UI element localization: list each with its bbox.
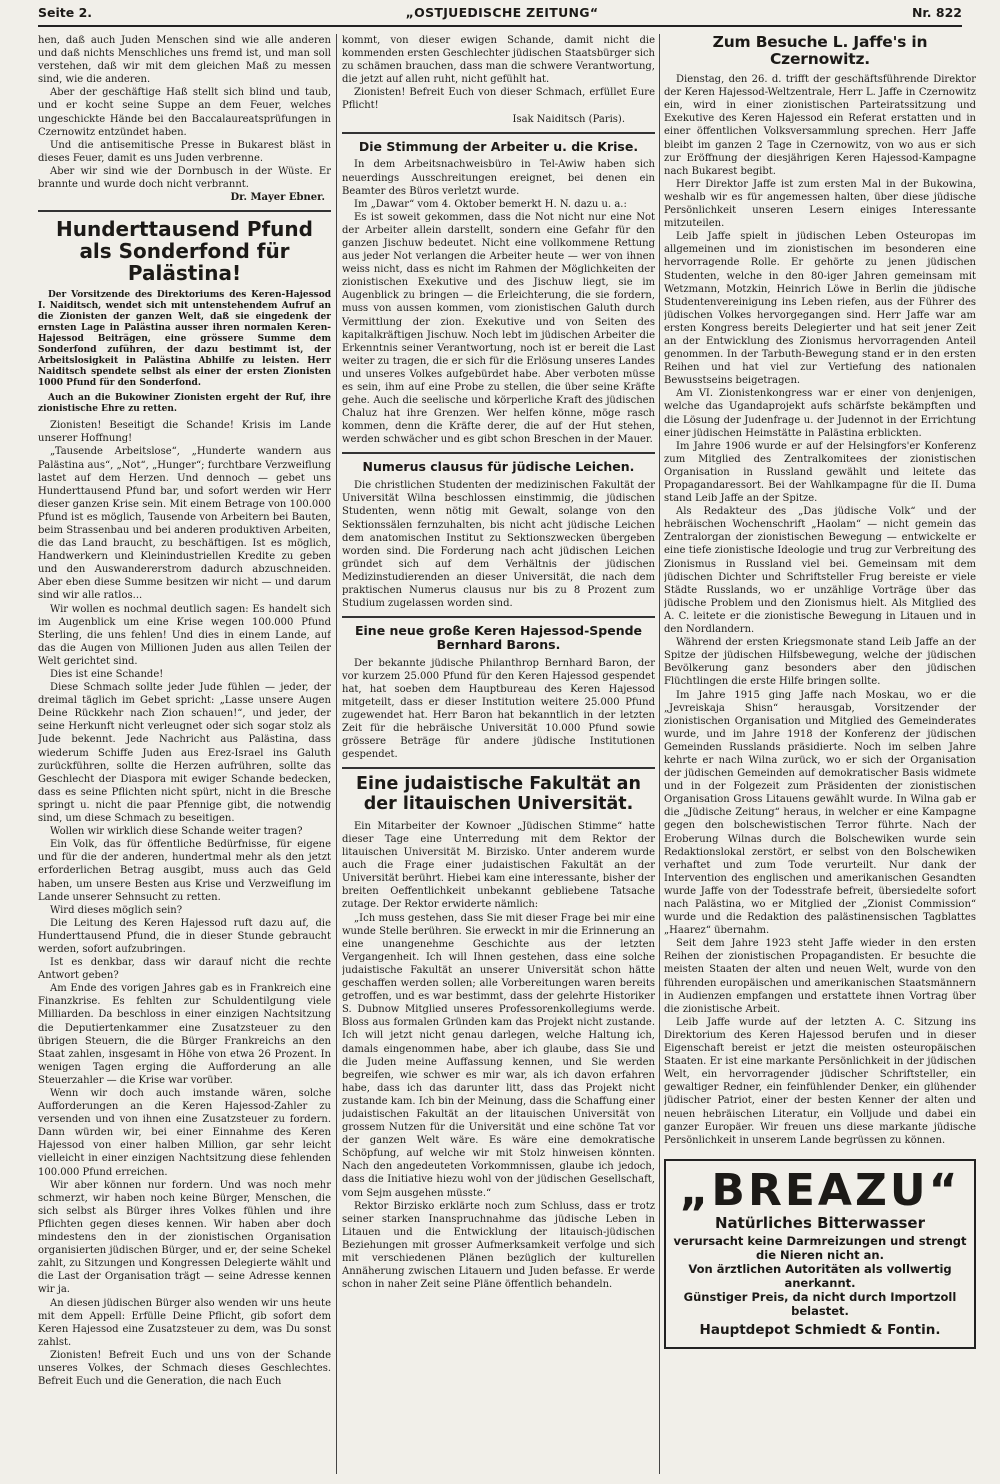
column-1 bbox=[38, 34, 331, 1474]
article-numerus-clausus bbox=[342, 460, 655, 610]
paragraph: Und die antisemitische Presse in Bukarest bläst in dieses Feuer, damit es uns Juden verbrenne. bbox=[38, 139, 331, 164]
article-separator bbox=[342, 132, 655, 134]
paragraph: Es ist soweit gekommen, dass die Not nicht nur eine Not der Arbeiter allein darstellt, sondern eine Gefahr für den ganzen Jischuw bedeutet. Nicht eine vollkommene Rettung aus jeder Not verlangen die Arbeiter heute — wer von ihnen weiss nicht, dass es nicht im Rahmen der Möglichkeiten der zionistischen Exekutive und des Jischuw liegt, sie im Augenblick zu bringen — die Erleichterung, die sie fordern, muss von aussen kommen, vom zionistischen Galuth durch Vermittlung der zion. Exekutive und von Seiten des kapitalkräftigen Jischuw. Noch lebt im jüdischen Arbeiter die Erkenntnis seiner Verantwortung, noch ist er bereit die Last weiter zu tragen, die er sich für die Erlösung unseres Landes und unseres Volkes aufgebürdet habe. Aber verboten müsse es sein, ihm auf eine Probe zu stellen, die über seine Kräfte gehe. Auch die seelische und körperliche Kraft des jüdischen Chaluz hat ihre Grenzen. Wer helfen könne, möge rasch kommen, denn die Kräfte derer, die auf der Hut stehen, werden schwächer und es gibt schon Breschen in der Mauer. bbox=[342, 211, 655, 446]
paragraph: Die christlichen Studenten der medizinischen Fakultät der Universität Wilna beschlossen einstimmig, die jüdischen Studenten, wenn nötig mit Gewalt, solange von den Sektionssälen fernzuhalten, bis nicht acht jüdische Leichen dem anatomischen Institut zu Sektionszwecken übergeben worden sind. Die Forderung nach acht jüdischen Leichen gründet sich auf dem Verhältnis der jüdischen Medizinstudierenden an dieser Universität, die nach dem praktischen Numerus clausus nur bis zu 8 Prozent zum Studium zugelassen worden sind. bbox=[342, 480, 655, 610]
paragraph: Am Ende des vorigen Jahres gab es in Frankreich eine Finanzkrise. Es fehlten zur Schuldentilgung viele Milliarden. Da beschloss in einer einzigen Nachtsitzung die Deputiertenkammer eine Zusatzsteuer zu den übrigen Steuern, die die Bürger Frankreichs an den Staat zahlen, insgesamt in Höhe von etwa 26 Prozent. In wenigen Tagen erging die Aufforderung an alle Steuerzahler — die Krise war vorüber. bbox=[38, 983, 331, 1086]
paragraph: Im Jahre 1906 wurde er auf der Helsingfors'er Konferenz zum Mitglied des Zentralkomitees der zionistischen Organisation in Russland gewählt und leitete das Propagandaressort. Bei der Wahlkampagne für die II. Duma stand Leib Jaffe an der Spitze. bbox=[664, 440, 976, 505]
column-divider bbox=[659, 34, 660, 1474]
column-divider bbox=[336, 34, 337, 1474]
paragraph: kommt, von dieser ewigen Schande, damit nicht die kommenden ersten Geschlechter jüdischen Staatsbürger sich zu schämen brauchen, dass man die schwere Verantwortung, die jetzt auf allen ruht, nicht gefühlt hat. bbox=[342, 35, 655, 86]
paragraph: Die Leitung des Keren Hajessod ruft dazu auf, die Hunderttausend Pfund, die in dieser Stunde gebraucht werden, sofort aufzubringen. bbox=[38, 917, 331, 955]
article-separator bbox=[38, 210, 331, 212]
author-signature: Isak Naiditsch (Paris). bbox=[512, 113, 625, 125]
naiditsch-appeal-continued bbox=[342, 34, 655, 126]
paragraph: Wollen wir wirklich diese Schande weiter tragen? bbox=[50, 826, 303, 838]
paragraph: Am VI. Zionistenkongress war er einer von denjenigen, welche das Ugandaprojekt aufs schärfste bekämpften und die Lösung der Judenfrage u. der Judennot in der Errichtung einer jüdischen Heimstätte in Palästina erblickten. bbox=[664, 388, 976, 439]
paragraph: Aber der geschäftige Haß stellt sich blind und taub, und er kocht seine Suppe an dem Feuer, welches ungeschickte Hände bei den Baccalaureatsprüfungen in Czernowitz entzündet haben. bbox=[38, 87, 331, 138]
paragraph: Als Redakteur des „Das jüdische Volk“ und der hebräischen Wochenschrift „Haolam“ — nicht gemein das Zentralorgan der zionistischen Bewegung — entwickelte er eine tiefe zionistische Ideologie und trug zur Verbreitung des Zionismus in Russland viel bei. Gemeinsam mit dem jüdischen Dichter und Schriftsteller Frug bereiste er viele Städte Russlands, wo er unzählige Vorträge über das jüdische Problem und den Zionismus hielt. Als Mitglied des A. C. leitete er die zionistische Bewegung in Litauen und in den Nordlandern. bbox=[664, 506, 976, 636]
headline: Numerus clausus für jüdische Leichen. bbox=[362, 459, 635, 475]
paragraph: Dienstag, den 26. d. trifft der geschäftsführende Direktor der Keren Hajessod-Weltzentrale, Herr L. Jaffe in Czernowitz ein, wird in einer zionistischen Parteiratssitzung und Exekutive des Keren Hajessod ein Referat erstatten und in einer öffentlichen Volksversammlung sprechen. Herr Jaffe bleibt im ganzen 2 Tage in Czernowitz, von wo aus er sich zur Eröffnung der diesjährigen Keren Hajessod-Kampagne nach Bukarest begibt. bbox=[664, 74, 976, 177]
article-separator bbox=[342, 452, 655, 454]
ad-text: Günstiger Preis, da nicht durch Importzoll belastet. bbox=[683, 1289, 957, 1318]
paragraph: Wenn wir doch auch imstande wären, solche Aufforderungen an die Keren Hajessod-Zahler zu versenden und von ihnen eine Zusatzsteuer zu fordern. Dann würden wir, bei einer Einnahme des Keren Hajessod von einer halben Million, gar sehr leicht vielleicht in einer einzigen Nachtsitzung diese fehlenden 100.000 Pfund erreichen. bbox=[38, 1088, 331, 1178]
paragraph: „Ich muss gestehen, dass Sie mit dieser Frage bei mir eine wunde Stelle berühren. Sie erweckt in mir die Erinnerung an eine unangenehme Geschichte aus der letzten Vergangenheit. Ich will Ihnen gestehen, dass eine solche judaistische Fakultät an unserer Universität schon hätte geschaffen werden sollen; alle Vorbereitungen waren bereits getroffen, und es war bestimmt, dass der gelehrte Historiker S. Dubnow Mitglied unseres Professorenkollegiums werde. Bloss aus formalen Gründen kam das Projekt nicht zustande. Ich will jetzt nicht genau darlegen, welche Haltung ich, damals eingenommen habe, aber ich glaube, dass Sie und die Juden meine Auffassung kennen, und Sie werden begreifen, wie schwer es mir war, als ich davon erfahren habe, dass ich das darunter litt, dass das Projekt nicht zustande kam. Ich bin der Meinung, dass die Schaffung einer judaistischen Fakultät an der litauischen Universität von grossem Nutzen für die Universität und eine schöne Tat vor der ganzen Welt wäre. Es wäre eine demokratische Schöpfung, auf welche wir mit Stolz hinweisen könnten. Nach den angedeuteten Vorkommnissen, glaube ich jedoch, dass die Initiative hiezu wohl von der jüdischen Gesellschaft, vom Sejm ausgehen müsste.“ bbox=[342, 912, 655, 1199]
paragraph: Wir wollen es nochmal deutlich sagen: Es handelt sich im Augenblick um eine Krise wegen 100.000 Pfund Sterling, die uns fehlen! Und dies in einem Lande, auf das die Augen von Millionen Juden aus allen Teilen der Welt gerichtet sind. bbox=[38, 603, 331, 667]
article-jaffe-besuch bbox=[664, 34, 976, 1147]
author-signature: Dr. Mayer Ebner. bbox=[230, 192, 325, 204]
paragraph: Im Jahre 1915 ging Jaffe nach Moskau, wo er die „Jevreiskaja Shisn“ herausgab, Vorsitzender der zionistischen Organisation und Mitglied des Gemeinderates wurde, und im Jahre 1918 der Konferenz der jüdischen Gemeinden Russlands präsidierte. Noch im selben Jahre kehrte er nach Wilna zurück, wo er sich der Organisation der jüdischen Gemeinden auf demokratischer Basis widmete und in der Folgezeit zum Präsidenten der zionistischen Organisation Gross Litauens gewählt wurde. In Wilna gab er die „Jüdische Zeitung“ heraus, in welcher er eine Kampagne gegen den bolschewistischen Terror führte. Nach der Eroberung Wilnas durch die Bolschewiken wurde sein Redaktionslokal zerstört, er selbst von den Bolschewiken verhaftet und zum Tode verurteilt. Nur dank der Intervention des englischen und amerikanischen Gesandten wurde Jaffe von der Todesstrafe befreit, übersiedelte sofort nach Palästina, wo er Mitglied der „Zionist Commission“ wurde und die Redaktion des palästinensischen Tagblattes „Haarez“ übernahm. bbox=[664, 689, 976, 937]
paragraph: Leib Jaffe spielt in jüdischen Leben Osteuropas im allgemeinen und im zionistischen im besonderen eine hervorragende Rolle. Er gehörte zu jenen jüdischen Studenten, welche in den 80-iger Jahren gemeinsam mit Wetzmann, Motzkin, Heinrich Löwe in Berlin die jüdische Studentenvereinigung ins Leben riefen, aus der Führer des jüdischen Volkes hervorgegangen sind. Herr Jaffe war am ersten Kongress bereits Delegierter und hat seit jener Zeit an der Entwicklung des Zionismus hervorragenden Anteil genommen. In der Tarbuth-Bewegung stand er in den ersten Reihen und hat viel zur Vertiefung des nationalen Bewusstseins beigetragen. bbox=[664, 231, 976, 387]
paragraph: Leib Jaffe wurde auf der letzten A. C. Sitzung ins Direktorium des Keren Hajessod berufen und in dieser Eigenschaft bereist er jetzt die meisten osteuropäischen Staaten. Er ist eine markante Persönlichkeit in der jüdischen Welt, ein hervorragender jüdischer Schriftsteller, ein gewaltiger Redner, ein feinfühlender Denker, ein glühender jüdischer Patriot, einer der besten Kenner der alten und neuen hebräischen Literatur, ein Volljude und dabei ein ganzer Europäer. Wir freuen uns diese markante jüdische Persönlichkeit in unserem Lande begrüssen zu können. bbox=[664, 1016, 976, 1146]
ad-text: Von ärztlichen Autoritäten als vollwertig anerkannt. bbox=[688, 1261, 952, 1290]
paragraph: Ein Volk, das für öffentliche Bedürfnisse, für eigene und für die der anderen, hundertmal mehr als den jetzt erforderlichen Betrag ausgibt, muss auch das Geld haben, um unsere Besten aus Krise und Verzweiflung im Lande unserer Sehnsucht zu retten. bbox=[38, 839, 331, 903]
column-3 bbox=[664, 34, 976, 1474]
article-separator bbox=[342, 767, 655, 769]
article-hunderttausend bbox=[38, 218, 331, 1388]
headline: Hunderttausend Pfund als Sonderfond für Palästina! bbox=[56, 217, 313, 286]
lead-paragraph: Der Vorsitzende des Direktoriums des Keren-Hajessod I. Naiditsch, wendet sich mit untenstehendem Aufruf an die Zionisten der ganzen Welt, daß sie eingedenk der ernsten Lage in Palästina ausser ihren normalen Keren-Hajessod Beiträgen, eine grössere Summe dem Sonderfond zuführen, der dazu bestimmt ist, der Arbeitslosigkeit in Palästina Abhilfe zu leisten. Herr Naiditsch spendete selbst als einer der ersten Zionisten 1000 Pfund für den Sonderfond. bbox=[38, 290, 331, 389]
paragraph: Herr Direktor Jaffe ist zum ersten Mal in der Bukowina, weshalb wir es für angemessen halten, über diese jüdische Persönlichkeit unseren Lesern einiges Interessante mitzuteilen. bbox=[664, 178, 976, 230]
ad-depot: Hauptdepot Schmiedt & Fontin. bbox=[699, 1321, 941, 1338]
paragraph: Zionisten! Befreit Euch von dieser Schmach, erfüllet Eure Pflicht! bbox=[342, 87, 655, 112]
lead-paragraph: Auch an die Bukowiner Zionisten ergeht der Ruf, ihre zionistische Ehre zu retten. bbox=[38, 393, 331, 415]
newspaper-title: „OSTJUEDISCHE ZEITUNG“ bbox=[405, 5, 599, 20]
paragraph: Ist es denkbar, dass wir darauf nicht die rechte Antwort geben? bbox=[38, 957, 331, 982]
paragraph: Zionisten! Befreit Euch und uns von der Schande unseres Volkes, der Schmach dieses Geschlechtes. Befreit Euch und die Generation, die nach Euch bbox=[38, 1349, 331, 1388]
article-judaistische-fakultaet bbox=[342, 775, 655, 1291]
paragraph: Seit dem Jahre 1923 steht Jaffe wieder in den ersten Reihen der zionistischen Propagandisten. Er besuchte die meisten Staaten der alten und neuen Welt, wurde von den führenden europäischen und amerikanischen Staatsmännern in Audienzen empfangen und erstattete ihnen Vortrag über die zionistische Arbeit. bbox=[664, 938, 976, 1015]
paragraph: Dies ist eine Schande! bbox=[50, 669, 164, 680]
paragraph: Wir aber können nur fordern. Und was noch mehr schmerzt, wir haben noch keine Bürger, Menschen, die sich selbst als Bürger ihres Volkes fühlen und ihre Pflichten gegen dieses kennen. Wir haben aber doch mindestens den in der zionistischen Organisation organisierten jüdischen Bürger, und er, der seine Schekel zahlt, zu Sitzungen und Kongressen Delegierte wählt und die Last der Organisation trägt — seine Adresse kennen wir ja. bbox=[38, 1179, 331, 1296]
ebner-article-continued bbox=[38, 34, 331, 204]
paragraph: „Tausende Arbeitslose“, „Hunderte wandern aus Palästina aus“, „Not“, „Hunger“; furchtbare Verzweiflung lastet auf dem Herzen. Und dennoch — gebet uns Hunderttausend Pfund bar, und sofort werden wir Herr dieser ganzen Krise sein. Mit einem Betrage von 100.000 Pfund ist es möglich, Tausende von Arbeitern bei Bauten, beim Strassenbau und bei anderen produktiven Arbeiten, die das Land braucht, zu beschäftigen. Ist es möglich, Handwerkern und Kleinindustriellen Kredite zu geben und den Auswandererstrom dadurch abzuschneiden. Aber eben diese Summe besitzen wir nicht — und darum sind wir alle ratlos... bbox=[38, 446, 331, 602]
issue-number: Nr. 822 bbox=[911, 5, 962, 20]
article-separator bbox=[342, 616, 655, 618]
paragraph: Während der ersten Kriegsmonate stand Leib Jaffe an der Spitze der jüdischen Hilfsbewegung, welche der jüdischen Bevölkerung ganz besonders aber den jüdischen Flüchtlingen die erste Hilfe bringen sollte. bbox=[664, 637, 976, 688]
headline: Die Stimmung der Arbeiter u. die Krise. bbox=[358, 138, 639, 154]
paragraph: hen, daß auch Juden Menschen sind wie alle anderen und daß nichts Menschliches uns fremd ist, und man soll verstehen, daß wir mit dem gleichen Maß zu messen sind, wie die anderen. bbox=[38, 35, 331, 86]
headline: Zum Besuche L. Jaffe's in Czernowitz. bbox=[712, 34, 928, 69]
paragraph: Diese Schmach sollte jeder Jude fühlen — jeder, der dreimal täglich im Gebet spricht: „Lasse unsere Augen Deine Rückkehr nach Zion schauen!“, und jeder, der seine Herkunft nicht verleugnet oder sich sogar stolz als Jude bekennt. Jede Nachricht aus Palästina, dass wiederum Schiffe Juden aus Erez-Israel ins Galuth zurückführen, sollte die Herzen aufrühren, sollte das Geschlecht der Diaspora mit ewiger Schande bedecken, dass es seine Pflichten nicht spürt, nicht in die Bresche springt u. nicht die paar Pfennige gibt, die notwendig sind, um diese Schmach zu beseitigen. bbox=[38, 682, 331, 825]
breazu-advertisement bbox=[664, 1159, 976, 1349]
page-header bbox=[38, 5, 962, 27]
ad-brand: „BREAZU“ bbox=[679, 1164, 961, 1216]
headline: Eine judaistische Fakultät an der litauischen Universität. bbox=[356, 774, 641, 814]
headline: Eine neue große Keren Hajessod-Spende Bernhard Barons. bbox=[354, 623, 643, 652]
ad-text: verursacht keine Darmreizungen und strengt die Nieren nicht an. bbox=[673, 1233, 967, 1262]
paragraph: Zionisten! Beseitigt die Schande! Krisis im Lande unserer Hoffnung! bbox=[38, 420, 331, 445]
paragraph: In dem Arbeitsnachweisbüro in Tel-Awiw haben sich neuerdings Ausschreitungen ereignet, bei denen ein Beamter des Büros verletzt wurde. bbox=[342, 159, 655, 197]
column-2 bbox=[342, 34, 655, 1474]
paragraph: Aber wir sind wie der Dornbusch in der Wüste. Er brannte und wurde doch nicht verbrannt. bbox=[38, 165, 331, 191]
article-arbeiter-krise bbox=[342, 140, 655, 447]
article-baron-spende bbox=[342, 624, 655, 761]
paragraph: Rektor Birzisko erklärte noch zum Schluss, dass er trotz seiner starken Inanspruchnahme das jüdische Leben in Litauen und die Entwicklung der litauisch-jüdischen Beziehungen mit grosser Aufmerksamkeit verfolge und sich mit verschiedenen Plänen bezüglich der kulturellen Annäherung zwischen Litauern und Juden befasse. Er werde schon in naher Zeit seine Pläne öffentlich behandeln. bbox=[342, 1200, 655, 1291]
page-number: Seite 2. bbox=[38, 5, 93, 20]
paragraph: Wird dieses möglich sein? bbox=[50, 904, 183, 916]
paragraph: Der bekannte jüdische Philanthrop Bernhard Baron, der vor kurzem 25.000 Pfund für den Keren Hajessod gespendet hat, hat soeben dem Hauptbureau des Keren Hajessod mitgeteilt, dass er dieser Institution weitere 25.000 Pfund zugewendet hat. Herr Baron hat bekanntlich in der letzten Zeit für die hebräische Universität 10.000 Pfund sowie grössere Beträge für andere jüdische Institutionen gespendet. bbox=[342, 657, 655, 761]
paragraph: An diesen jüdischen Bürger also wenden wir uns heute mit dem Appell: Erfülle Deine Pflicht, gib sofort dem Keren Hajessod eine Zusatzsteuer zu dem, was Du sonst zahlst. bbox=[38, 1297, 331, 1348]
paragraph: Im „Dawar“ vom 4. Oktober bemerkt H. N. dazu u. a.: bbox=[354, 198, 627, 210]
paragraph: Ein Mitarbeiter der Kownoer „Jüdischen Stimme“ hatte dieser Tage eine Unterredung mit dem Rektor der litauischen Universität M. Birzisko. Unter anderem wurde auch die Frage einer judaistischen Fakultät an der Universität berührt. Hiebei kam eine interessante, bisher der breiten Oeffentlichkeit unbekannt gebliebene Tatsache zutage. Der Rektor erwiderte nämlich: bbox=[342, 820, 655, 911]
ad-subtitle: Natürliches Bitterwasser bbox=[715, 1213, 925, 1232]
